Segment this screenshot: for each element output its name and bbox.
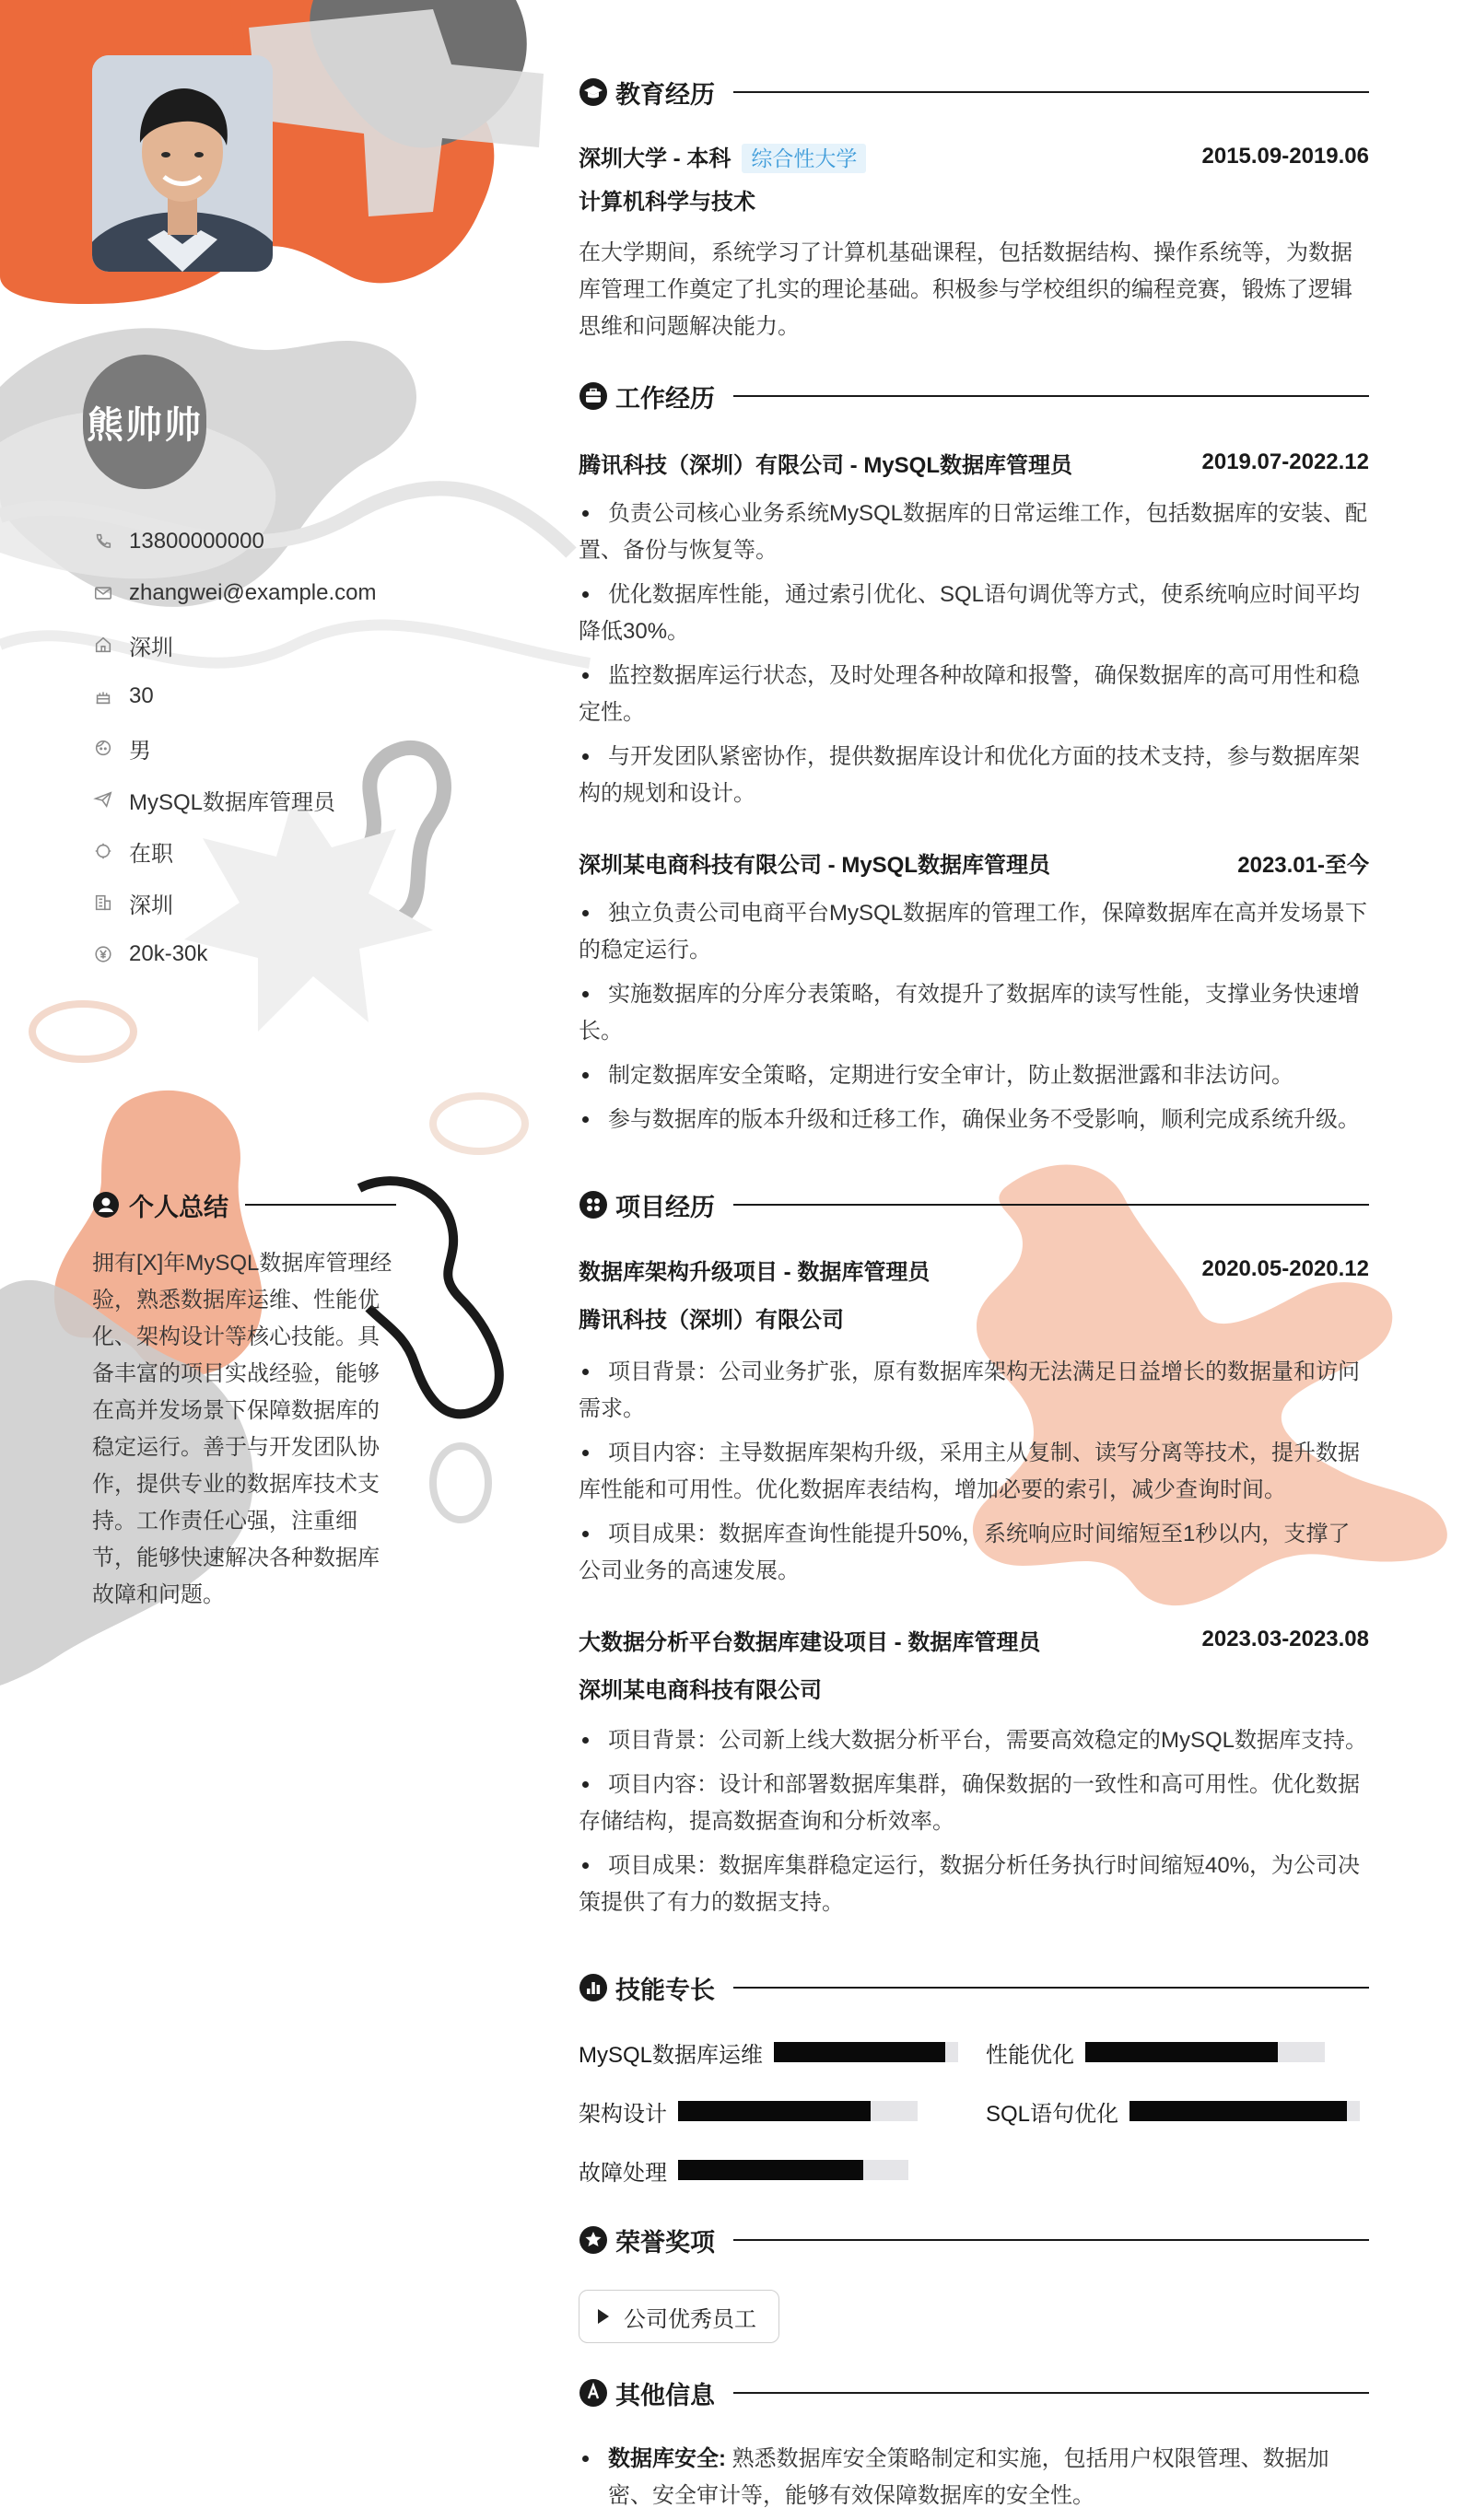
project-bullets: [579, 1354, 1369, 1597]
awards-heading: [579, 2220, 1369, 2260]
building-icon: [92, 892, 114, 914]
project-date: 2020.05-2020.12: [1201, 1256, 1369, 1281]
graduation-cap-icon: [579, 77, 608, 107]
person-name: 熊帅帅: [87, 404, 203, 446]
job-bullets: [579, 895, 1369, 1146]
awards-title: 荣誉奖项: [615, 2228, 715, 2257]
other-heading: [579, 2373, 1369, 2413]
school-degree: 深圳大学 - 本科: [579, 146, 732, 171]
skill-bar: [678, 2160, 908, 2180]
job-company-role: 腾讯科技（深圳）有限公司 - MySQL数据库管理员: [579, 452, 1073, 478]
play-icon: [598, 2309, 609, 2324]
contact-phone: [92, 516, 377, 567]
skill-item: [986, 2036, 1325, 2069]
list-item: 参与数据库的版本升级和迁移工作，确保业务不受影响，顺利完成系统升级。: [579, 1102, 1369, 1138]
contact-list: [92, 516, 377, 980]
heading-divider: [245, 1204, 396, 1206]
award-icon: [579, 2225, 608, 2255]
skill-name: SQL语句优化: [986, 2101, 1119, 2127]
skills-title: 技能专长: [615, 1976, 715, 2004]
job-row: [579, 846, 1369, 879]
skill-bar: [1129, 2101, 1360, 2121]
project-bullets: [579, 1722, 1369, 1929]
contact-text: 深圳: [129, 892, 173, 918]
status-icon: [92, 840, 114, 862]
chart-icon: [579, 1973, 608, 2002]
skill-name: 架构设计: [579, 2101, 667, 2127]
skill-name: 性能优化: [986, 2042, 1074, 2068]
skill-bar: [1085, 2042, 1325, 2062]
home-icon: [92, 634, 114, 656]
list-item: 项目成果：数据库集群稳定运行，数据分析任务执行时间缩短40%，为公司决策提供了有力的数据支持。: [579, 1848, 1369, 1921]
list-item: 与开发团队紧密协作，提供数据库设计和优化方面的技术支持，参与数据库架构的规划和设计。: [579, 739, 1369, 812]
skill-item: [579, 2036, 958, 2069]
contact-location: [92, 619, 377, 671]
contact-text: 在职: [129, 841, 173, 867]
list-item: 负责公司核心业务系统MySQL数据库的日常运维工作，包括数据库的安装、配置、备份与恢复等。: [579, 496, 1369, 569]
avatar-photo: [92, 55, 273, 272]
contact-text: 深圳: [129, 635, 173, 660]
skills-heading: [579, 1967, 1369, 2008]
heading-divider: [733, 1204, 1369, 1206]
heading-divider: [733, 2392, 1369, 2394]
skill-bar-fill: [774, 2042, 945, 2062]
award-label: 公司优秀员工: [624, 2306, 756, 2332]
contact-position: [92, 774, 377, 825]
contact-text: zhangwei@example.com: [129, 580, 377, 605]
user-icon: [92, 1191, 120, 1219]
sidebar: [0, 0, 516, 2520]
skill-name: MySQL数据库运维: [579, 2042, 764, 2068]
contact-text: 13800000000: [129, 529, 264, 554]
gender-icon: [92, 737, 114, 759]
projects-title: 项目经历: [615, 1193, 715, 1221]
project-name-role: 大数据分析平台数据库建设项目 - 数据库管理员: [579, 1629, 1041, 1655]
project-company: 腾讯科技（深圳）有限公司: [579, 1308, 844, 1333]
skill-bar-fill: [1129, 2101, 1347, 2121]
other-title: 其他信息: [615, 2381, 715, 2409]
heading-divider: [733, 2239, 1369, 2241]
send-icon: [92, 788, 114, 811]
projects-heading: [579, 1184, 1369, 1225]
list-item: 项目背景：公司业务扩张，原有数据库架构无法满足日益增长的数据量和访问需求。: [579, 1354, 1369, 1428]
summary-heading: [92, 1186, 396, 1223]
school-line: [579, 140, 866, 173]
phone-icon: [92, 531, 114, 553]
contact-salary: [92, 928, 377, 980]
major: 计算机科学与技术: [579, 190, 755, 215]
list-item: 项目内容：设计和部署数据库集群，确保数据的一致性和高可用性。优化数据存储结构，提高数据查询和分析效率。: [579, 1767, 1369, 1840]
project-date: 2023.03-2023.08: [1201, 1627, 1369, 1651]
project-row: [579, 1623, 1369, 1656]
project-name-role: 数据库架构升级项目 - 数据库管理员: [579, 1259, 930, 1285]
job-row: [579, 446, 1369, 479]
skill-bar: [678, 2101, 918, 2121]
project-company: 深圳某电商科技有限公司: [579, 1678, 822, 1703]
education-title: 教育经历: [615, 80, 715, 109]
contact-age: [92, 671, 377, 722]
contact-text: 男: [129, 738, 151, 764]
job-date: 2023.01-至今: [1237, 852, 1369, 878]
school-tag: 综合性大学: [742, 144, 866, 173]
list-item: 项目成果：数据库查询性能提升50%，系统响应时间缩短至1秒以内，支撑了公司业务的高速发展。: [579, 1516, 1369, 1590]
education-date: 2015.09-2019.06: [1201, 144, 1369, 169]
list-item: 制定数据库安全策略，定期进行安全审计，防止数据泄露和非法访问。: [579, 1057, 1369, 1094]
list-item: 项目背景：公司新上线大数据分析平台，需要高效稳定的MySQL数据库支持。: [579, 1722, 1369, 1759]
other-list: [579, 2441, 1369, 2514]
skill-bar-fill: [1085, 2042, 1278, 2062]
education-heading: [579, 72, 1369, 112]
award-chip: [579, 2290, 779, 2343]
job-company-role: 深圳某电商科技有限公司 - MySQL数据库管理员: [579, 852, 1051, 878]
skill-name: 故障处理: [579, 2160, 667, 2186]
skill-item: [579, 2153, 908, 2187]
contact-status: [92, 825, 377, 877]
summary-title: 个人总结: [129, 1193, 228, 1221]
work-heading: [579, 376, 1369, 416]
job-bullets: [579, 496, 1369, 820]
contact-gender: [92, 722, 377, 774]
contact-city: [92, 877, 377, 928]
list-item: 优化数据库性能，通过索引优化、SQL语句调优等方式，使系统响应时间平均降低30%。: [579, 577, 1369, 650]
heading-divider: [733, 91, 1369, 93]
list-item: 实施数据库的分库分表策略，有效提升了数据库的读写性能，支撑业务快速增长。: [579, 976, 1369, 1050]
education-row: [579, 140, 1369, 173]
avatar-illustration: [92, 55, 273, 272]
work-title: 工作经历: [615, 384, 715, 413]
contact-text: 20k-30k: [129, 941, 208, 966]
skill-item: [986, 2094, 1360, 2128]
cake-icon: [92, 685, 114, 707]
info-icon: [579, 2378, 608, 2408]
contact-text: 30: [129, 683, 154, 708]
yen-icon: [92, 943, 114, 965]
other-text: 熟悉数据库安全策略制定和实施，包括用户权限管理、数据加密、安全审计等，能够有效保障数据库的安全性。: [608, 2446, 1329, 2508]
grid-icon: [579, 1190, 608, 1219]
project-row: [579, 1253, 1369, 1286]
skill-item: [579, 2094, 918, 2128]
briefcase-icon: [579, 381, 608, 411]
education-description: 在大学期间，系统学习了计算机基础课程，包括数据结构、操作系统等，为数据库管理工作奠定了扎实的理论基础。积极参与学校组织的编程竞赛，锻炼了逻辑思维和问题解决能力。: [579, 240, 1352, 339]
list-item: [579, 2441, 1369, 2514]
skill-bar-fill: [678, 2160, 863, 2180]
skill-bar: [774, 2042, 958, 2062]
heading-divider: [733, 395, 1369, 397]
summary-text: 拥有[X]年MySQL数据库管理经验，熟悉数据库运维、性能优化、架构设计等核心技能。具备丰富的项目实战经验，能够在高并发场景下保障数据库的稳定运行。善于与开发团队协作，提供专业的数据库技术支持。工作责任心强，注重细节，能够快速解决各种数据库故障和问题。: [92, 1251, 392, 1607]
list-item: 监控数据库运行状态，及时处理各种故障和报警，确保数据库的高可用性和稳定性。: [579, 658, 1369, 731]
list-item: 独立负责公司电商平台MySQL数据库的管理工作，保障数据库在高并发场景下的稳定运行。: [579, 895, 1369, 969]
other-key: 数据库安全:: [608, 2446, 726, 2471]
mail-icon: [92, 582, 114, 604]
job-date: 2019.07-2022.12: [1201, 449, 1369, 474]
heading-divider: [733, 1987, 1369, 1989]
contact-text: MySQL数据库管理员: [129, 789, 336, 815]
list-item: 项目内容：主导数据库架构升级，采用主从复制、读写分离等技术，提升数据库性能和可用性。优化数据库表结构，增加必要的索引，减少查询时间。: [579, 1435, 1369, 1509]
contact-email: [92, 567, 377, 619]
name-badge: [83, 355, 206, 489]
skill-bar-fill: [678, 2101, 871, 2121]
